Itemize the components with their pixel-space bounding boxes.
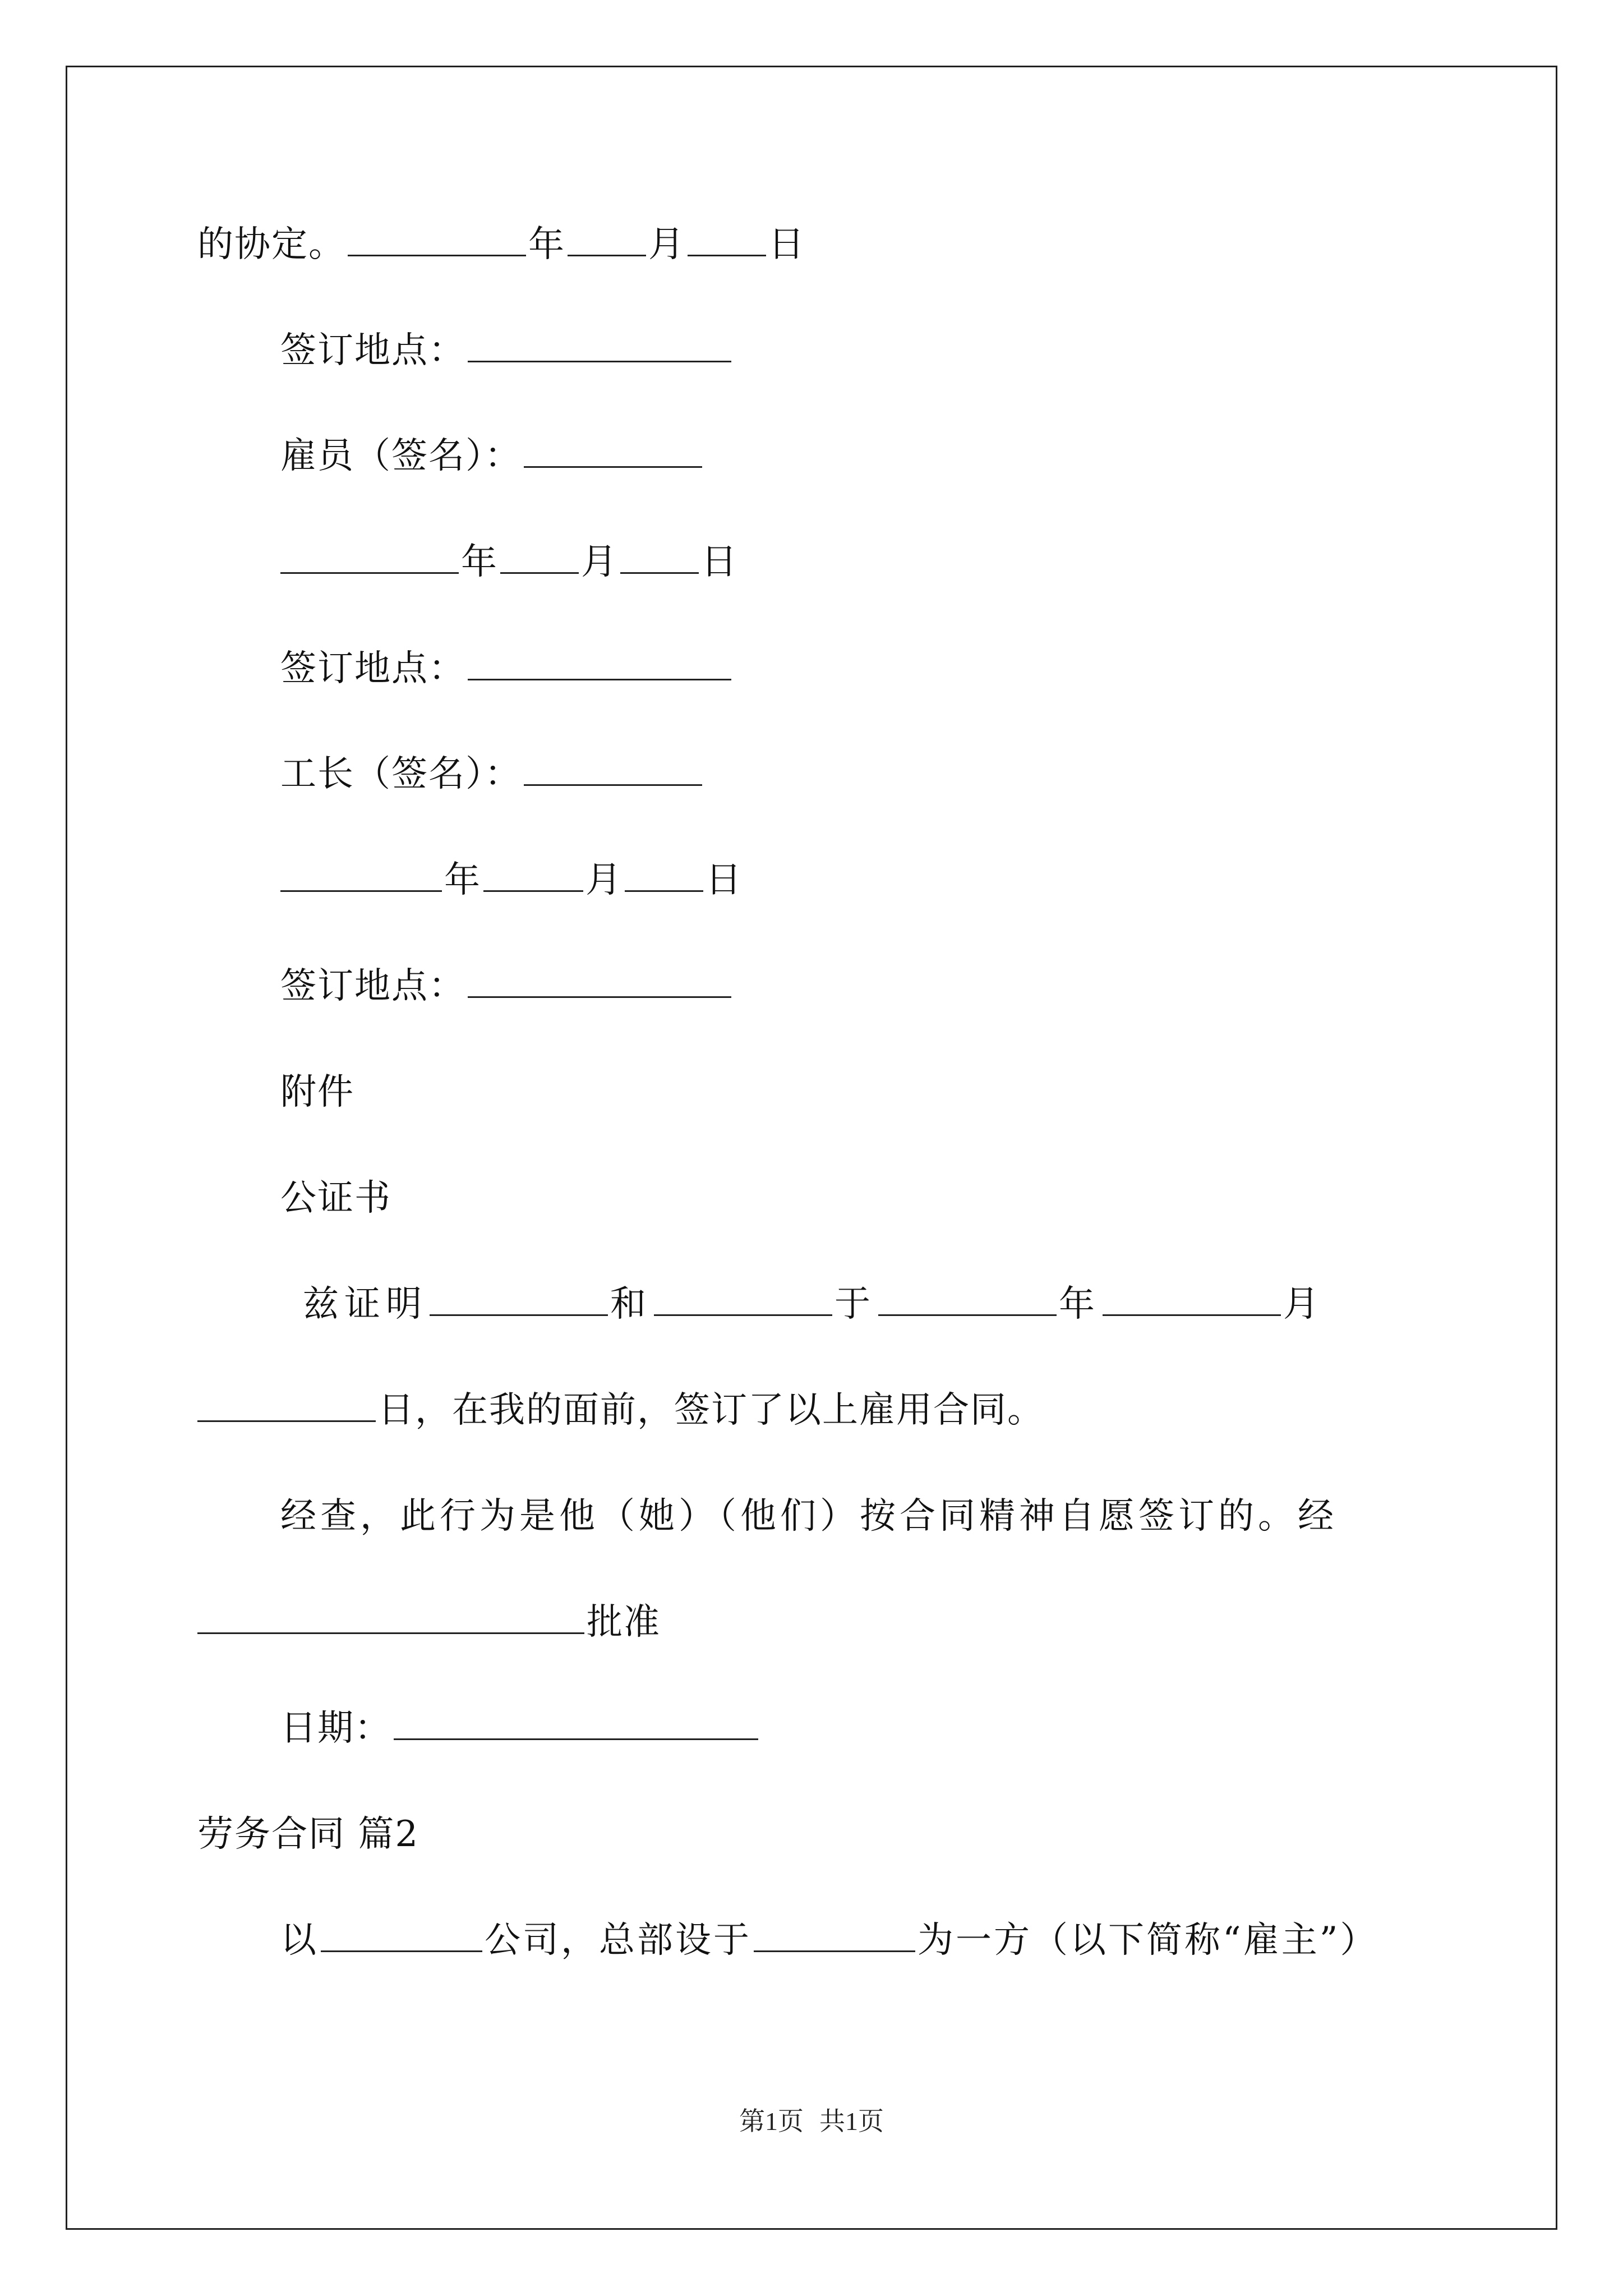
text-segment: 月 [581, 541, 618, 583]
foreman-sign-line [280, 752, 704, 797]
text-segment: 签订地点： [280, 330, 465, 371]
blank-field [483, 858, 583, 892]
agreement-date-line [197, 222, 805, 267]
text-segment: 劳务合同 篇2 [197, 1814, 419, 1855]
text-segment: 日，在我的面前，签订了以上雇用合同。 [378, 1389, 1044, 1431]
notary-title [280, 1176, 391, 1221]
blank-field [348, 222, 526, 256]
blank-field [625, 858, 703, 892]
text-segment: 公证书 [280, 1177, 391, 1219]
text-segment: 以 [280, 1920, 319, 1961]
blank-field [280, 858, 442, 892]
blank-field [468, 964, 731, 998]
blank-field [524, 434, 702, 468]
text-segment: 月 [585, 859, 623, 901]
text-segment: 工长（签名）： [280, 753, 522, 795]
blank-field [321, 1918, 482, 1952]
text-segment: 批准 [587, 1602, 661, 1643]
section-heading [197, 1812, 419, 1857]
sign-place-line [280, 328, 734, 373]
text-segment: 经查，此行为是他（她）（他们）按合同精神自愿签订的。经 [280, 1496, 1338, 1537]
date-field-line [280, 1706, 760, 1751]
blank-field [688, 222, 766, 256]
page-number: 第1页 [739, 2107, 804, 2136]
text-segment: 年 [528, 224, 565, 265]
text-segment: 年 [461, 541, 498, 583]
text-segment: 的协定。 [197, 224, 345, 265]
sign-place-line [280, 964, 734, 1009]
blank-field [468, 328, 731, 362]
blank-field [878, 1282, 1057, 1316]
text-segment: 日 [706, 859, 743, 901]
blank-field [394, 1706, 758, 1740]
text-segment: 于 [834, 1283, 876, 1325]
blank-field [654, 1282, 832, 1316]
blank-field [500, 540, 579, 574]
certify-line [303, 1282, 1325, 1327]
blank-field [468, 646, 731, 680]
page-border [66, 66, 1557, 2230]
date-line [280, 540, 738, 585]
blank-field [430, 1282, 608, 1316]
text-segment: 和 [610, 1283, 652, 1325]
intro-line [280, 1918, 1378, 1963]
text-segment: 附件 [280, 1071, 354, 1113]
text-segment: 雇员（签名）： [280, 435, 522, 477]
blank-field [754, 1918, 915, 1952]
blank-field [568, 222, 646, 256]
page-total: 共1页 [819, 2107, 884, 2136]
blank-field [197, 1600, 584, 1634]
text-segment: 月 [648, 224, 685, 265]
text-segment: 签订地点： [280, 965, 465, 1007]
verify-line [280, 1494, 1338, 1539]
blank-field [197, 1388, 376, 1422]
text-segment: 签订地点： [280, 648, 465, 689]
sign-place-line [280, 646, 734, 691]
text-segment: 兹证明 [303, 1283, 427, 1325]
employee-sign-line [280, 434, 704, 478]
blank-field [1103, 1282, 1281, 1316]
blank-field [280, 540, 459, 574]
page-footer [0, 2105, 1623, 2138]
text-segment: 日 [768, 224, 805, 265]
blank-field [620, 540, 699, 574]
text-segment: 日 [701, 541, 738, 583]
text-segment: 月 [1283, 1283, 1325, 1325]
attachment-heading [280, 1070, 354, 1115]
blank-field [524, 752, 702, 786]
text-segment: 为一方（以下简称“雇主”） [917, 1920, 1378, 1961]
text-segment: 年 [1059, 1283, 1100, 1325]
text-segment: 公司，总部设于 [485, 1920, 751, 1961]
approve-line [197, 1600, 661, 1645]
text-segment: 年 [444, 859, 481, 901]
certify-line [197, 1388, 1044, 1433]
text-segment: 日期： [280, 1708, 391, 1749]
date-line [280, 858, 743, 903]
